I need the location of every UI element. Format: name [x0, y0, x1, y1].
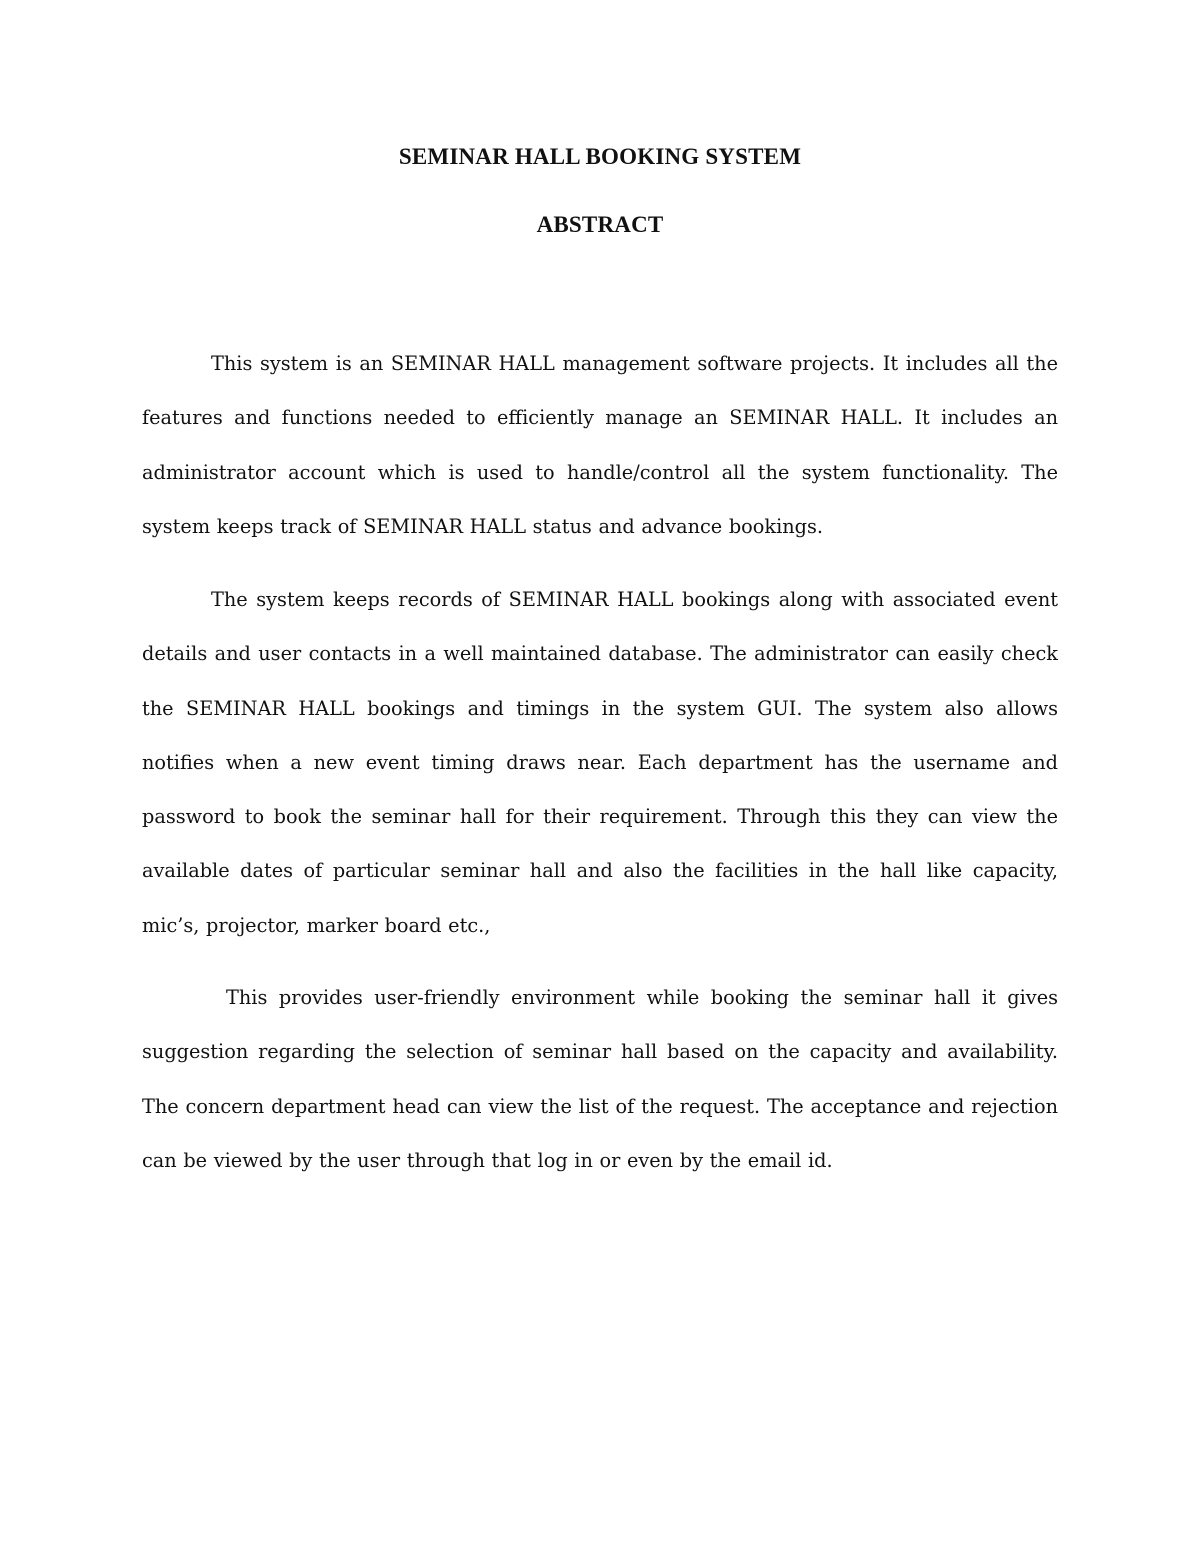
abstract-paragraph-3: This provides user-friendly environment while booking the seminar hall it gives suggestion regarding the selection of seminar hall based on the capacity and availability. The concern department head can view the list of the request. The acceptance and rejection can be viewed by the user through that log in or even by the email id. — [142, 986, 1058, 1172]
document-title: SEMINAR HALL BOOKING SYSTEM — [398, 144, 802, 169]
section-heading-abstract: ABSTRACT — [536, 212, 664, 237]
abstract-paragraph-2: The system keeps records of SEMINAR HALL bookings along with associated event details and user contacts in a well maintained database. The administrator can easily check the SEMINAR HALL bookings and timings in the system GUI. The system also allows notifies when a new event timing draws near. Each department has the username and password to book the seminar hall for their requirement. Through this they can view the available dates of particular seminar hall and also the facilities in the hall like capacity, mic’s, projector, marker board etc., — [142, 588, 1058, 937]
abstract-paragraph-1: This system is an SEMINAR HALL management software projects. It includes all the features and functions needed to efficiently manage an SEMINAR HALL. It includes an administrator account which is used to handle/control all the system functionality. The system keeps track of SEMINAR HALL status and advance bookings. — [142, 352, 1058, 538]
